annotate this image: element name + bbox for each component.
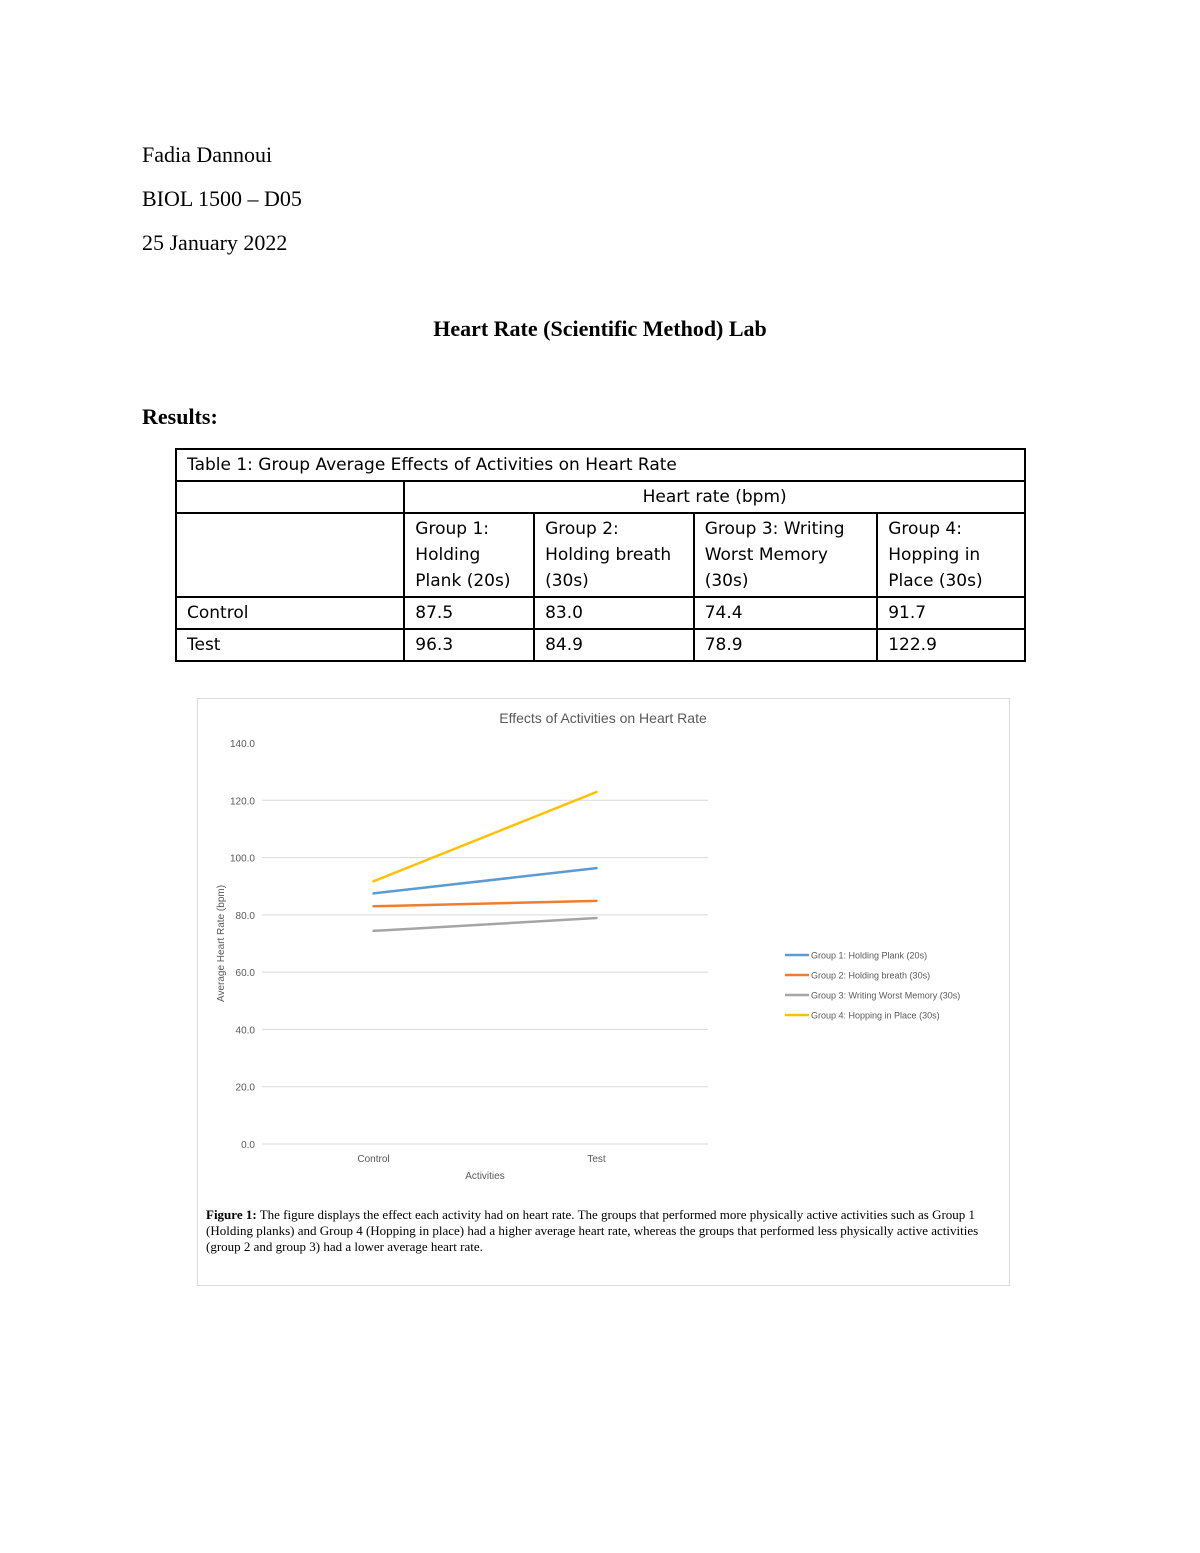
- legend-label: Group 1: Holding Plank (20s): [811, 950, 928, 961]
- legend-label: Group 2: Holding breath (30s): [811, 970, 931, 981]
- table-cell: 84.9: [534, 629, 694, 661]
- author-name: Fadia Dannoui: [142, 142, 273, 167]
- table-row-test: [176, 629, 1025, 661]
- legend-label: Group 3: Writing Worst Memory (30s): [811, 990, 961, 1001]
- series-line-group-3: [374, 918, 597, 931]
- column-header-line: Group 2:: [545, 519, 619, 539]
- column-header-line: Group 4:: [888, 519, 962, 539]
- row-label: Test: [176, 629, 404, 661]
- table-empty-cell: [176, 481, 404, 513]
- figure-caption: [206, 1207, 1008, 1255]
- column-header-line: Hopping in: [888, 545, 981, 565]
- y-axis-label: Average Heart Rate (bpm): [216, 884, 227, 1003]
- column-header-group-4: [877, 513, 1025, 597]
- table-cell: 78.9: [694, 629, 878, 661]
- x-tick-label: Test: [587, 1154, 606, 1165]
- column-header-line: Holding breath: [545, 545, 672, 565]
- y-tick-label: 100.0: [229, 853, 255, 865]
- results-heading: Results:: [142, 404, 218, 429]
- column-header-line: Worst Memory: [704, 545, 828, 565]
- course-code: BIOL 1500 – D05: [142, 186, 302, 211]
- column-header-line: Plank (20s): [415, 571, 511, 591]
- legend-label: Group 4: Hopping in Place (30s): [811, 1010, 940, 1021]
- table-cell: 122.9: [877, 629, 1025, 661]
- y-tick-label: 140.0: [229, 739, 255, 750]
- column-header-line: (30s): [704, 571, 749, 591]
- figure-caption-text: The figure displays the effect each activity had on heart rate. The groups that performed more physically active activities such as Group 1 (Holding planks) and Group 4 (Hopping in place) had a higher average heart rate, whereas the groups that performed less physically active activities (group 2 and group 3) had a lower average heart rate.: [206, 1207, 979, 1254]
- chart-title: Effects of Activities on Heart Rate: [499, 710, 707, 726]
- figure-caption-label: Figure 1:: [206, 1207, 257, 1222]
- table-cell: 83.0: [534, 597, 694, 629]
- column-header-line: Group 3: Writing: [704, 519, 845, 539]
- column-header-group-2: [534, 513, 694, 597]
- table-cell: 91.7: [877, 597, 1025, 629]
- column-header-group-3: [694, 513, 878, 597]
- x-tick-label: Control: [357, 1154, 390, 1165]
- y-tick-label: 20.0: [235, 1082, 255, 1094]
- column-header-line: Group 1:: [415, 519, 489, 539]
- column-header-line: Place (30s): [888, 571, 983, 591]
- column-header-group-1: [404, 513, 534, 597]
- y-tick-label: 60.0: [235, 968, 255, 980]
- table-caption: Table 1: Group Average Effects of Activities on Heart Rate: [176, 449, 1025, 481]
- series-line-group-1: [374, 868, 597, 893]
- results-table: [175, 448, 1026, 662]
- column-header-line: (30s): [545, 571, 589, 591]
- table-cell: 87.5: [404, 597, 534, 629]
- table-cell: 74.4: [694, 597, 878, 629]
- document-date: 25 January 2022: [142, 230, 288, 255]
- column-header-line: Holding: [415, 545, 481, 565]
- y-tick-label: 40.0: [235, 1025, 255, 1037]
- table-cell: 96.3: [404, 629, 534, 661]
- figure-container: [197, 698, 1010, 1286]
- series-line-group-2: [374, 901, 597, 906]
- y-tick-label: 0.0: [241, 1140, 255, 1151]
- series-line-group-4: [374, 792, 597, 881]
- table-row-control: [176, 597, 1025, 629]
- table-super-header: Heart rate (bpm): [404, 481, 1025, 513]
- y-tick-label: 120.0: [229, 796, 255, 808]
- document-title: Heart Rate (Scientific Method) Lab: [433, 316, 767, 341]
- table-empty-cell: [176, 513, 404, 597]
- line-chart: [198, 699, 1009, 1199]
- row-label: Control: [176, 597, 404, 629]
- y-tick-label: 80.0: [235, 910, 255, 922]
- x-axis-label: Activities: [465, 1171, 505, 1182]
